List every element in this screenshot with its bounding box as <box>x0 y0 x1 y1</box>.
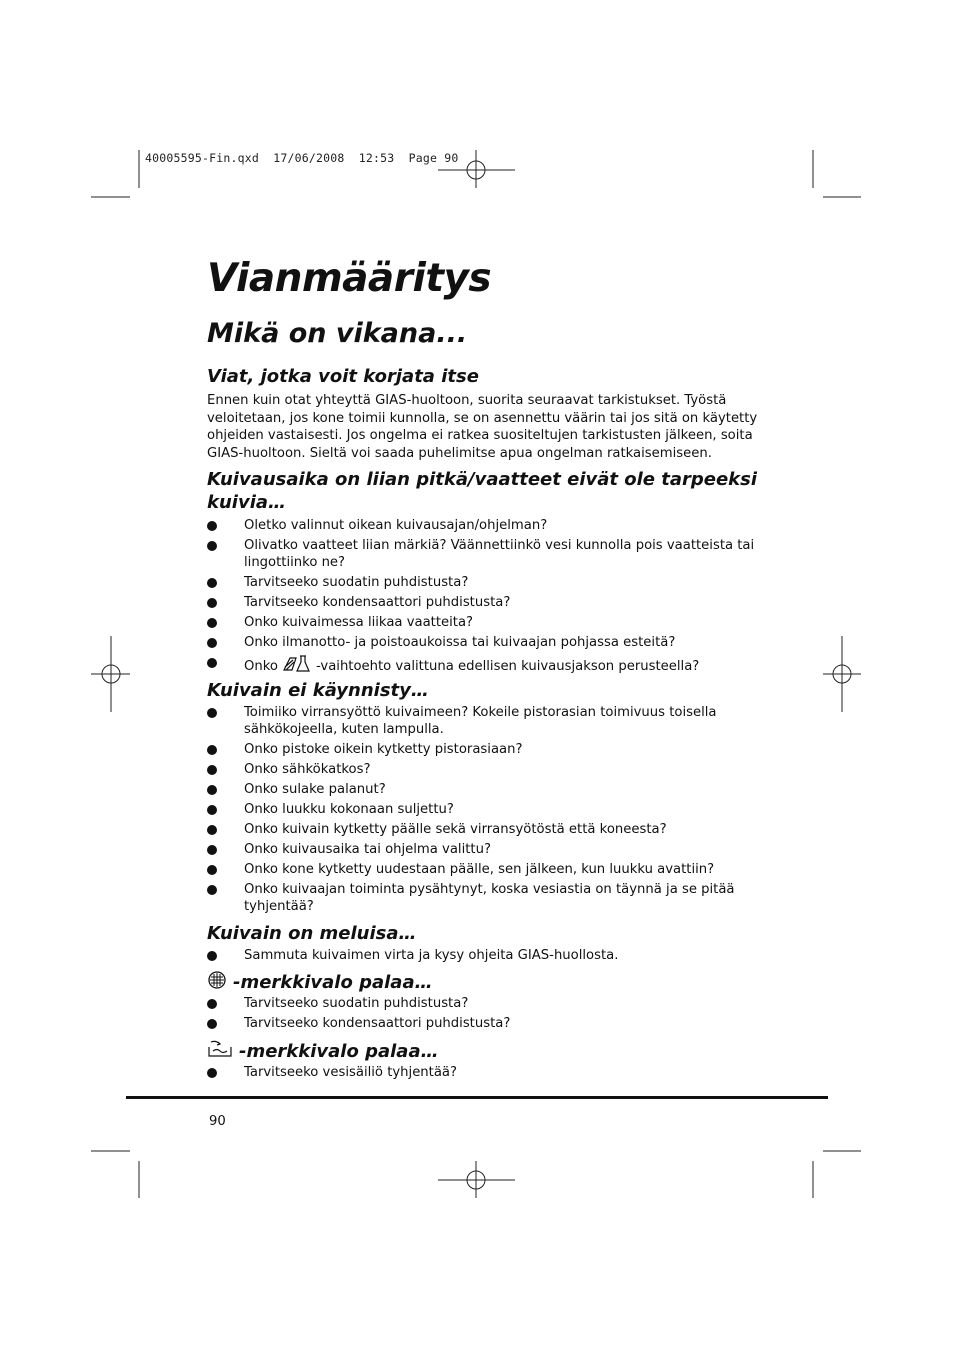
intro-paragraph: Ennen kuin otat yhteyttä GIAS-huoltoon, suorita seuraavat tarkistukset. Työstä veloitetaan, jos kone toimii kunnolla, se on asennettu väärin tai jos sitä on käytetty ohjeiden vastaisesti. Jos ongelma ei ratkea suositeltujen tarkistusten jälkeen, soita GIAS-huoltoon. Sieltä voi saada puhelimitse apua ongelman ratkaisemiseen. <box>207 393 758 461</box>
filter-grid-icon <box>207 970 227 994</box>
list-item: Tarvitseeko kondensaattori puhdistusta? <box>207 1015 787 1033</box>
list-item: Oletko valinnut oikean kuivausajan/ohjelman? <box>207 517 787 535</box>
filter-light-heading-row <box>207 970 433 994</box>
registration-target-bottom <box>438 1161 515 1198</box>
list-item: Sammuta kuivaimen virta ja kysy ohjeita GIAS-huollosta. <box>207 947 787 965</box>
list-item: Olivatko vaatteet liian märkiä? Väännettiinkö vesi kunnolla pois vaatteista tai lingottiinko ne? <box>207 537 787 571</box>
bullet-icon <box>207 598 217 608</box>
list-item: Tarvitseeko suodatin puhdistusta? <box>207 995 787 1013</box>
noise-list <box>207 947 787 965</box>
page-title: Vianmääritys <box>207 256 492 301</box>
registration-target-left <box>91 636 130 712</box>
bullet-icon <box>207 521 217 531</box>
print-slug: 40005595-Fin.qxd 17/06/2008 12:53 Page 90 <box>145 151 459 165</box>
bullet-icon <box>207 845 217 855</box>
bullet-icon <box>207 865 217 875</box>
list-item: Tarvitseeko suodatin puhdistusta? <box>207 574 787 592</box>
filter-light-list <box>207 995 787 1033</box>
list-item: Tarvitseeko vesisäiliö tyhjentää? <box>207 1064 787 1082</box>
list-item: Onko ilmanotto- ja poistoaukoissa tai kuivaajan pohjassa esteitä? <box>207 634 787 652</box>
bullet-icon <box>207 1019 217 1029</box>
list-item: Onko kuivain kytketty päälle sekä virransyötöstä että koneesta? <box>207 821 787 839</box>
water-tank-icon <box>207 1039 233 1063</box>
list-item: Onko kuivaimessa liikaa vaatteita? <box>207 614 787 632</box>
bullet-icon <box>207 825 217 835</box>
page-number: 90 <box>209 1114 226 1129</box>
tank-light-heading: -merkkivalo palaa… <box>239 1040 439 1062</box>
list-item: Toimiiko virransyöttö kuivaimeen? Kokeile pistorasian toimivuus toisella sähkökojeella, kuten lampulla. <box>207 704 787 738</box>
start-list <box>207 704 787 915</box>
bullet-icon <box>207 708 217 718</box>
start-heading: Kuivain ei käynnisty… <box>207 680 429 701</box>
list-item: Onko pistoke oikein kytketty pistorasiaan? <box>207 741 787 759</box>
footer-rule <box>126 1096 828 1099</box>
list-item: Onko luukku kokonaan suljettu? <box>207 801 787 819</box>
list-item: Onko kone kytketty uudestaan päälle, sen jälkeen, kun luukku avattiin? <box>207 861 787 879</box>
list-item: Onko -vaihtoehto valittuna edellisen kuivausjakson perusteella? <box>207 654 787 680</box>
bullet-icon <box>207 638 217 648</box>
tank-light-list <box>207 1064 787 1082</box>
list-item: Onko sulake palanut? <box>207 781 787 799</box>
tank-light-heading-row <box>207 1039 439 1063</box>
bullet-icon <box>207 885 217 895</box>
list-item: Onko kuivausaika tai ohjelma valittu? <box>207 841 787 859</box>
bullet-icon <box>207 541 217 551</box>
noise-heading: Kuivain on meluisa… <box>207 923 417 944</box>
list-item: Onko sähkökatkos? <box>207 761 787 779</box>
drying-heading: Kuivausaika on liian pitkä/vaatteet eivät ole tarpeeksi kuivia… <box>207 469 758 513</box>
bullet-icon <box>207 745 217 755</box>
bullet-icon <box>207 785 217 795</box>
page-subtitle: Mikä on vikana... <box>207 318 468 349</box>
filter-light-heading: -merkkivalo palaa… <box>233 971 433 993</box>
drying-list <box>207 517 787 679</box>
bullet-icon <box>207 951 217 961</box>
bullet-icon <box>207 805 217 815</box>
intro-heading: Viat, jotka voit korjata itse <box>207 366 479 387</box>
bullet-icon <box>207 999 217 1009</box>
bullet-icon <box>207 658 217 668</box>
list-item: Onko kuivaajan toiminta pysähtynyt, koska vesiastia on täynnä ja se pitää tyhjentää? <box>207 881 787 915</box>
list-item: Tarvitseeko kondensaattori puhdistusta? <box>207 594 787 612</box>
bullet-icon <box>207 578 217 588</box>
bullet-icon <box>207 1068 217 1078</box>
registration-target-right <box>823 636 861 712</box>
bullet-icon <box>207 765 217 775</box>
bullet-icon <box>207 618 217 628</box>
iron-flask-icon <box>282 654 312 680</box>
